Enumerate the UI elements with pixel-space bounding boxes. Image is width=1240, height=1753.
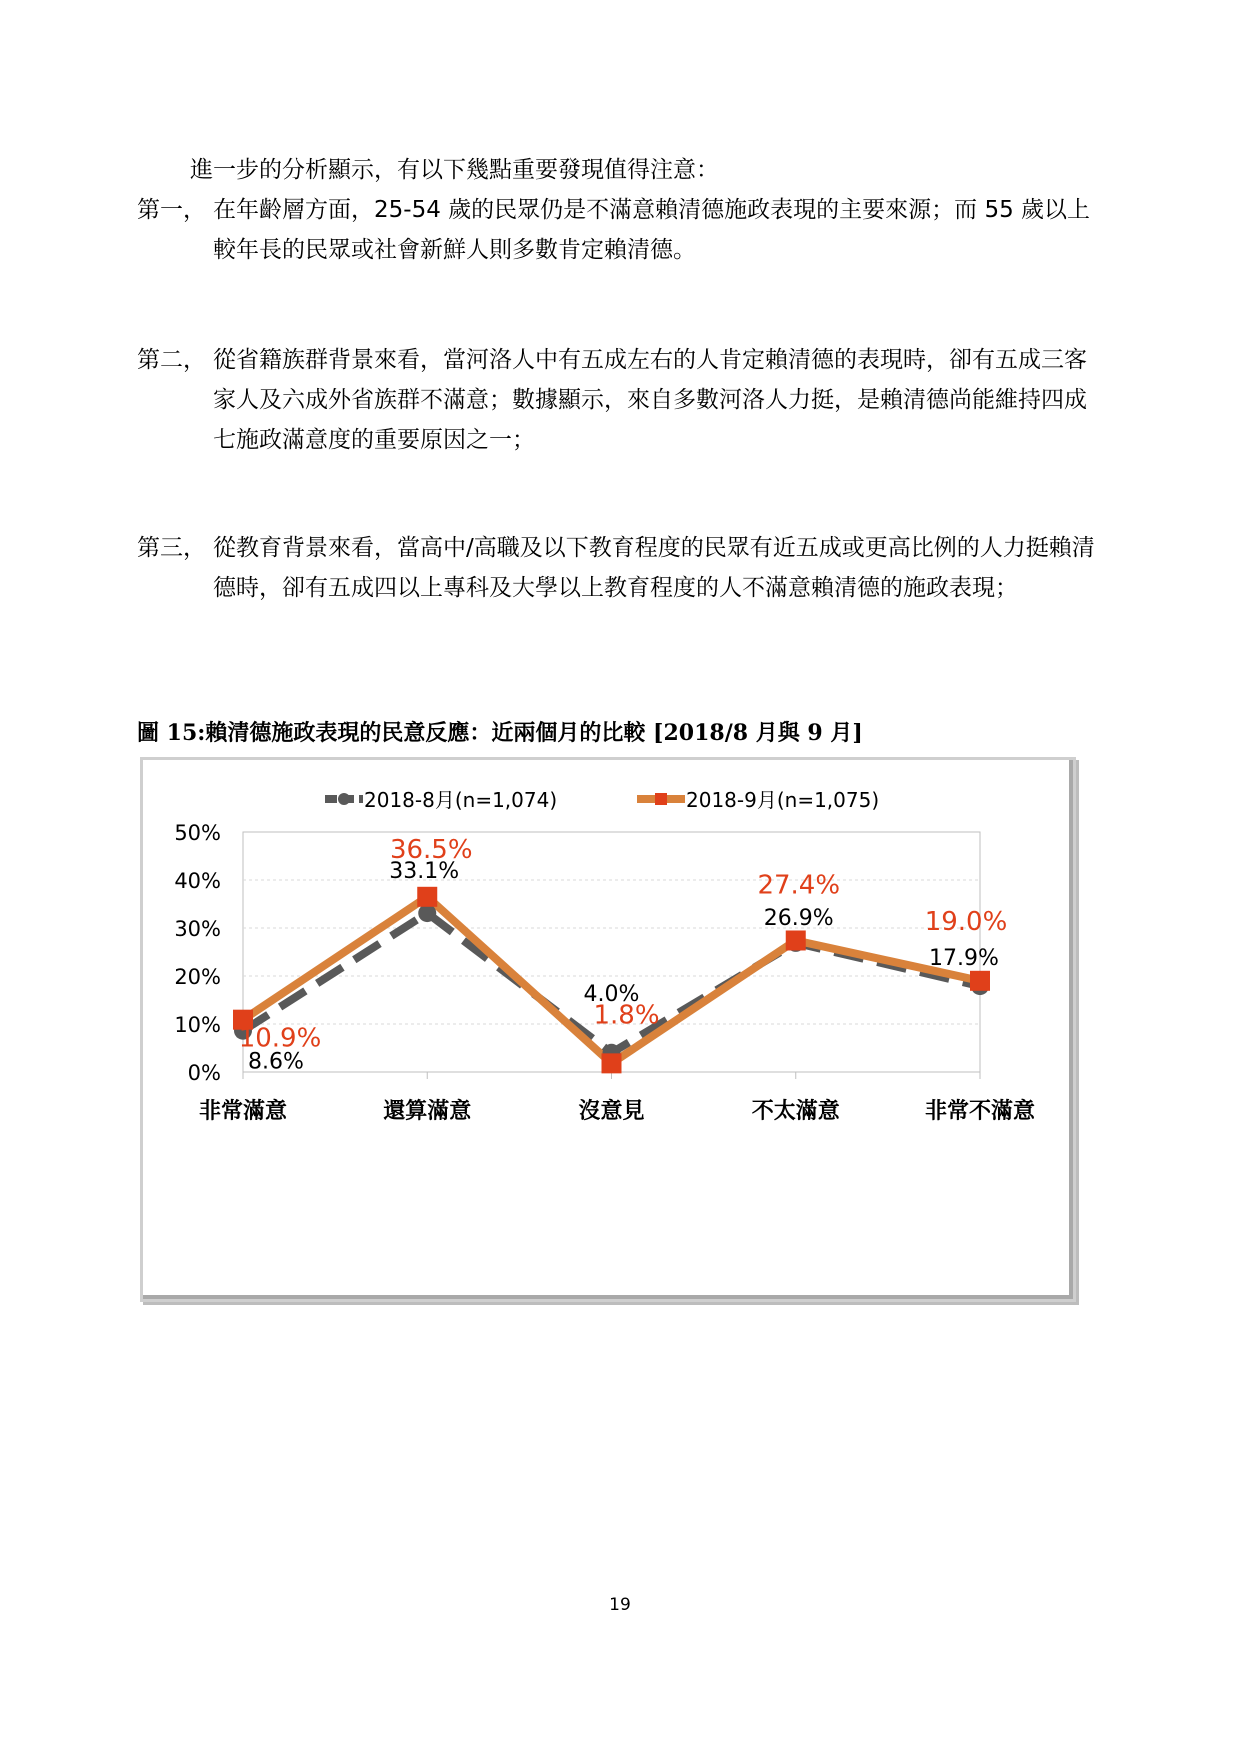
series-line-sep <box>243 897 980 1064</box>
data-label-aug: 4.0% <box>583 981 640 1007</box>
legend-label-aug: 2018-8月(n=1,074) <box>364 788 558 812</box>
finding-2-text: 從省籍族群背景來看，當河洛人中有五成左右的人肯定賴清德的表現時，卻有五成三客家人及六成外省族群不滿意；數據顯示，來自多數河洛人力挺，是賴清德尚能維持四成七施政滿意度的重要原因之一； <box>213 347 1087 453</box>
legend-marker-sep <box>655 793 667 805</box>
y-tick-label: 20% <box>174 965 221 989</box>
marker-sep-point <box>786 930 806 950</box>
y-tick-label: 30% <box>174 917 221 941</box>
intro-paragraph: 進一步的分析顯示，有以下幾點重要發現值得注意： <box>190 157 719 183</box>
legend-label-sep: 2018-9月(n=1,075) <box>686 788 880 812</box>
x-tick-label: 沒意見 <box>578 1099 645 1124</box>
data-label-aug: 33.1% <box>389 859 460 885</box>
marker-sep-point <box>417 887 437 907</box>
finding-1 <box>137 190 1097 270</box>
data-label-sep: 19.0% <box>924 906 1008 937</box>
finding-3-label: 第三， <box>137 535 206 561</box>
finding-2 <box>137 340 1097 460</box>
data-label-sep: 1.8% <box>593 1000 660 1031</box>
data-label-sep: 10.9% <box>238 1023 322 1054</box>
finding-3-text: 從教育背景來看，當高中/高職及以下教育程度的民眾有近五成或更高比例的人力挺賴清德時，卻有五成四以上專科及大學以上教育程度的人不滿意賴清德的施政表現； <box>213 535 1095 601</box>
data-label-sep: 36.5% <box>389 834 473 865</box>
marker-aug-point <box>418 904 436 922</box>
line-chart <box>143 760 1073 1299</box>
x-tick-label: 還算滿意 <box>383 1099 472 1124</box>
data-label-aug: 17.9% <box>929 946 999 972</box>
x-tick-label: 非常不滿意 <box>924 1099 1036 1124</box>
finding-1-label: 第一， <box>137 197 206 223</box>
finding-2-label: 第二， <box>137 347 206 373</box>
legend-marker-aug <box>338 793 350 805</box>
plot-area <box>243 832 980 1072</box>
y-tick-label: 0% <box>187 1061 221 1085</box>
finding-3 <box>137 528 1097 608</box>
y-tick-label: 40% <box>174 869 221 893</box>
x-tick-label: 不太滿意 <box>751 1099 840 1124</box>
data-label-aug: 8.6% <box>248 1049 304 1075</box>
y-tick-label: 10% <box>174 1013 221 1037</box>
figure-caption: 圖 15:賴清德施政表現的民意反應：近兩個月的比較 [2018/8 月與 9 月] <box>137 720 863 746</box>
marker-sep-point <box>602 1053 622 1073</box>
y-tick-label: 50% <box>174 821 221 845</box>
page-number: 19 <box>609 1595 631 1615</box>
chart-frame <box>140 757 1076 1302</box>
marker-sep-point <box>970 971 990 991</box>
data-label-sep: 27.4% <box>757 870 841 901</box>
finding-1-text: 在年齡層方面，25-54 歲的民眾仍是不滿意賴清德施政表現的主要來源；而 55 歲以上較年長的民眾或社會新鮮人則多數肯定賴清德。 <box>213 197 1091 263</box>
x-tick-label: 非常滿意 <box>198 1099 288 1124</box>
data-label-aug: 26.9% <box>763 905 834 931</box>
